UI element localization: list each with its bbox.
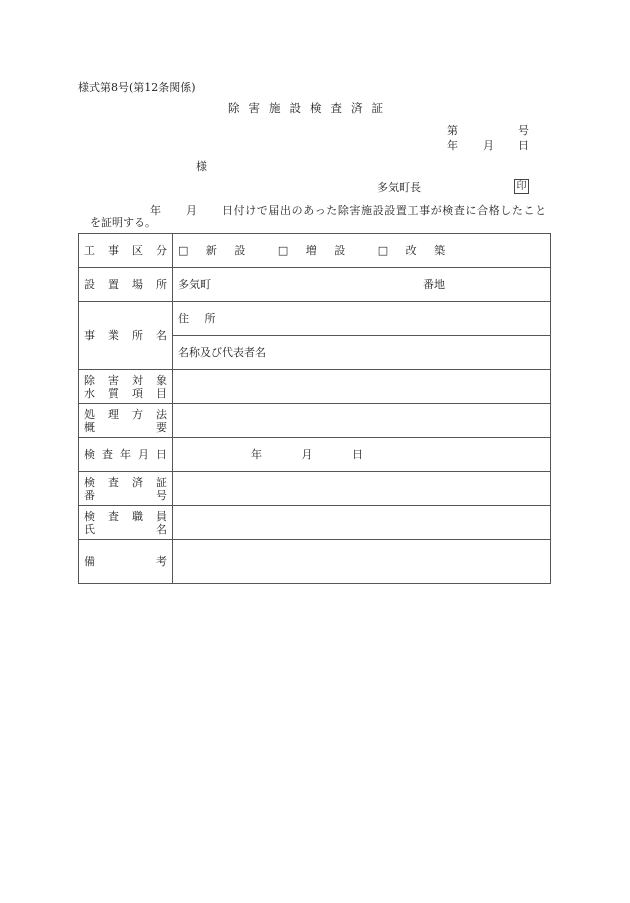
- label-business: 事 業 所 名: [79, 302, 173, 370]
- option-expand[interactable]: □ 増 設: [277, 244, 353, 257]
- form-number: 様式第8号(第12条関係): [78, 81, 196, 94]
- location-town: 多気町: [178, 278, 211, 291]
- number-prefix: 第: [447, 124, 458, 137]
- body-line2: を証明する。: [90, 216, 156, 229]
- work-type-options: [173, 234, 551, 268]
- label-target-water: 除 害 対 象 水 質 項 目: [79, 370, 173, 404]
- body-year: 年: [150, 204, 161, 217]
- header-day: 日: [518, 139, 529, 152]
- label-remarks: 備 考: [79, 540, 173, 584]
- date-day: 日: [352, 448, 363, 461]
- number-suffix: 号: [518, 124, 529, 137]
- option-rebuild[interactable]: □ 改 築: [377, 244, 453, 257]
- label-inspection-date: 検 査 年 月 日: [79, 438, 173, 472]
- body-month: 月: [186, 204, 197, 217]
- date-month: 月: [301, 448, 313, 461]
- issuer: 多気町長: [377, 181, 421, 194]
- body-line1: 日付けで届出のあった除害施設設置工事が検査に合格したこと: [222, 204, 547, 217]
- inspection-date-field[interactable]: [173, 438, 551, 472]
- addressee-suffix: 様: [196, 160, 207, 173]
- certificate-number-field[interactable]: [173, 472, 551, 506]
- seal-stamp: 印: [514, 179, 529, 194]
- header-year: 年: [447, 139, 458, 152]
- label-location: 設 置 場 所: [79, 268, 173, 302]
- business-name-field[interactable]: 名称及び代表者名: [173, 336, 551, 370]
- location-field[interactable]: [173, 268, 551, 302]
- inspector-name-field[interactable]: [173, 506, 551, 540]
- label-work-type: 工 事 区 分: [79, 234, 173, 268]
- treatment-method-field[interactable]: [173, 404, 551, 438]
- remarks-field[interactable]: [173, 540, 551, 584]
- page-title: 除害施設検査済証: [228, 101, 392, 115]
- location-suffix: 番地: [423, 278, 445, 291]
- option-new[interactable]: □ 新 設: [178, 244, 253, 257]
- inspection-table: [78, 233, 551, 584]
- target-water-field[interactable]: [173, 370, 551, 404]
- header-month: 月: [483, 139, 494, 152]
- label-inspector-name: 検 査 職 員 氏 名: [79, 506, 173, 540]
- label-treatment-method: 処 理 方 法 概 要: [79, 404, 173, 438]
- date-year: 年: [251, 448, 262, 461]
- label-certificate-number: 検 査 済 証 番 号: [79, 472, 173, 506]
- business-address-field[interactable]: 住 所: [173, 302, 551, 336]
